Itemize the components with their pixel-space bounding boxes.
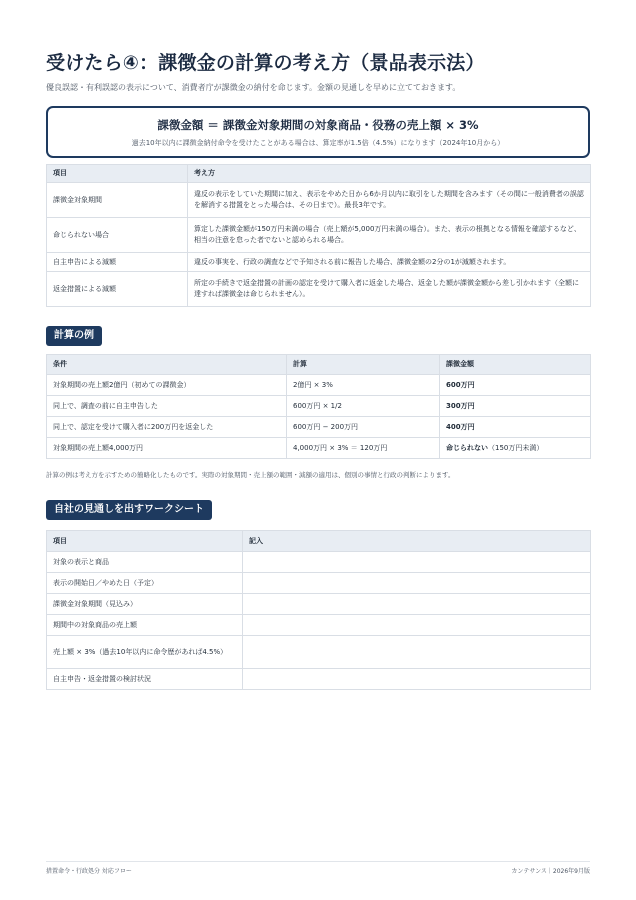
table-row: [47, 615, 591, 636]
concept-item: 課徴金対象期間: [47, 183, 188, 218]
example-condition: 同上で、調査の前に自主申告した: [47, 396, 287, 417]
example-condition: 対象期間の売上額2億円（初めての課徴金）: [47, 375, 287, 396]
example-calc: 4,000万円 × 3% ＝ 120万円: [287, 438, 440, 459]
table-row: [47, 272, 591, 307]
table-row: [47, 375, 591, 396]
example-condition: 同上で、認定を受けて購入者に200万円を返金した: [47, 417, 287, 438]
concept-text: 所定の手続きで返金措置の計画の認定を受けて購入者に返金した場合、返金した額が課徴金額から差し引かれます（全額に達すれば課徴金は命じられません）。: [188, 272, 591, 307]
table-row: [47, 253, 591, 272]
concept-table-header: [47, 165, 591, 183]
worksheet-entry-cell[interactable]: [243, 669, 591, 690]
example-amount-cell: [440, 417, 591, 438]
worksheet-entry-cell[interactable]: [243, 552, 591, 573]
page-subtitle: 優良誤認・有利誤認の表示について、消費者庁が課徴金の納付を命じます。金額の見通しを早めに立てておきます。: [46, 83, 461, 92]
table-row: [47, 417, 591, 438]
worksheet-header-item: 項目: [47, 531, 243, 552]
worksheet-header-entry: 記入: [243, 531, 591, 552]
examples-table: [46, 354, 591, 459]
example-amount-note: （150万円未満）: [488, 443, 544, 452]
example-calc: 2億円 × 3%: [287, 375, 440, 396]
page-title: 受けたら④：課徴金の計算の考え方（景品表示法）: [46, 52, 485, 74]
concept-item: 返金措置による減額: [47, 272, 188, 307]
example-amount: 命じられない: [446, 443, 488, 452]
table-row: [47, 636, 591, 669]
examples-header-condition: 条件: [47, 355, 287, 375]
worksheet-item: 課徴金対象期間（見込み）: [47, 594, 243, 615]
example-calc: 600万円 − 200万円: [287, 417, 440, 438]
examples-table-header: [47, 355, 591, 375]
footer-right: カンテサンス｜2026年9月版: [511, 868, 590, 875]
worksheet-table-header: [47, 531, 591, 552]
example-amount: 600万円: [446, 380, 475, 389]
table-row: [47, 573, 591, 594]
example-amount-cell: [440, 438, 591, 459]
worksheet-item: 期間中の対象商品の売上額: [47, 615, 243, 636]
worksheet-heading: 自社の見通しを出すワークシート: [46, 500, 212, 520]
concept-text: 違反の事実を、行政の調査などで予知される前に報告した場合、課徴金額の2分の1が減額されます。: [188, 253, 591, 272]
concept-item: 命じられない場合: [47, 218, 188, 253]
concept-table: [46, 164, 591, 307]
table-row: [47, 594, 591, 615]
worksheet-entry-cell[interactable]: [243, 594, 591, 615]
examples-note: 計算の例は考え方を示すための簡略化したものです。実際の対象期間・売上額の範囲・減額の適用は、個別の事情と行政の判断によります。: [46, 471, 455, 479]
worksheet-table: [46, 530, 591, 690]
concept-header-item: 項目: [47, 165, 188, 183]
example-calc: 600万円 × 1/2: [287, 396, 440, 417]
examples-header-calc: 計算: [287, 355, 440, 375]
worksheet-entry-cell[interactable]: [243, 636, 591, 669]
concept-item: 自主申告による減額: [47, 253, 188, 272]
formula-box: [46, 106, 590, 158]
examples-heading: 計算の例: [46, 326, 102, 346]
examples-header-amount: 課徴金額: [440, 355, 591, 375]
worksheet-item: 対象の表示と商品: [47, 552, 243, 573]
example-amount-cell: [440, 396, 591, 417]
worksheet-item: 表示の開始日／やめた日（予定）: [47, 573, 243, 594]
example-amount: 300万円: [446, 401, 475, 410]
example-amount-cell: [440, 375, 591, 396]
table-row: [47, 552, 591, 573]
formula-note: 過去10年以内に課徴金納付命令を受けたことがある場合は、算定率が1.5倍（4.5%）になります（2024年10月から）: [131, 139, 505, 147]
concept-header-approach: 考え方: [188, 165, 591, 183]
example-amount: 400万円: [446, 422, 475, 431]
table-row: [47, 669, 591, 690]
worksheet-entry-cell[interactable]: [243, 615, 591, 636]
concept-text: 算定した課徴金額が150万円未満の場合（売上額が5,000万円未満の場合）。また、表示の根拠となる情報を確認するなど、相当の注意を怠った者でないと認められる場合。: [188, 218, 591, 253]
table-row: [47, 396, 591, 417]
worksheet-item: 自主申告・返金措置の検討状況: [47, 669, 243, 690]
worksheet-item: 売上額 × 3%（過去10年以内に命令歴があれば4.5%）: [47, 636, 243, 669]
table-row: [47, 218, 591, 253]
footer-left: 措置命令・行政処分 対応フロー: [46, 868, 132, 875]
table-row: [47, 183, 591, 218]
worksheet-entry-cell[interactable]: [243, 573, 591, 594]
concept-text: 違反の表示をしていた期間に加え、表示をやめた日から6か月以内に取引をした期間を含みます（その間に一般消費者の誤認を解消する措置をとった場合は、その日まで）。最長3年です。: [188, 183, 591, 218]
example-condition: 対象期間の売上額4,000万円: [47, 438, 287, 459]
footer-divider: [46, 861, 590, 862]
table-row: [47, 438, 591, 459]
formula-main: 課徴金額 ＝ 課徴金対象期間の対象商品・役務の売上額 × 3%: [157, 118, 479, 132]
